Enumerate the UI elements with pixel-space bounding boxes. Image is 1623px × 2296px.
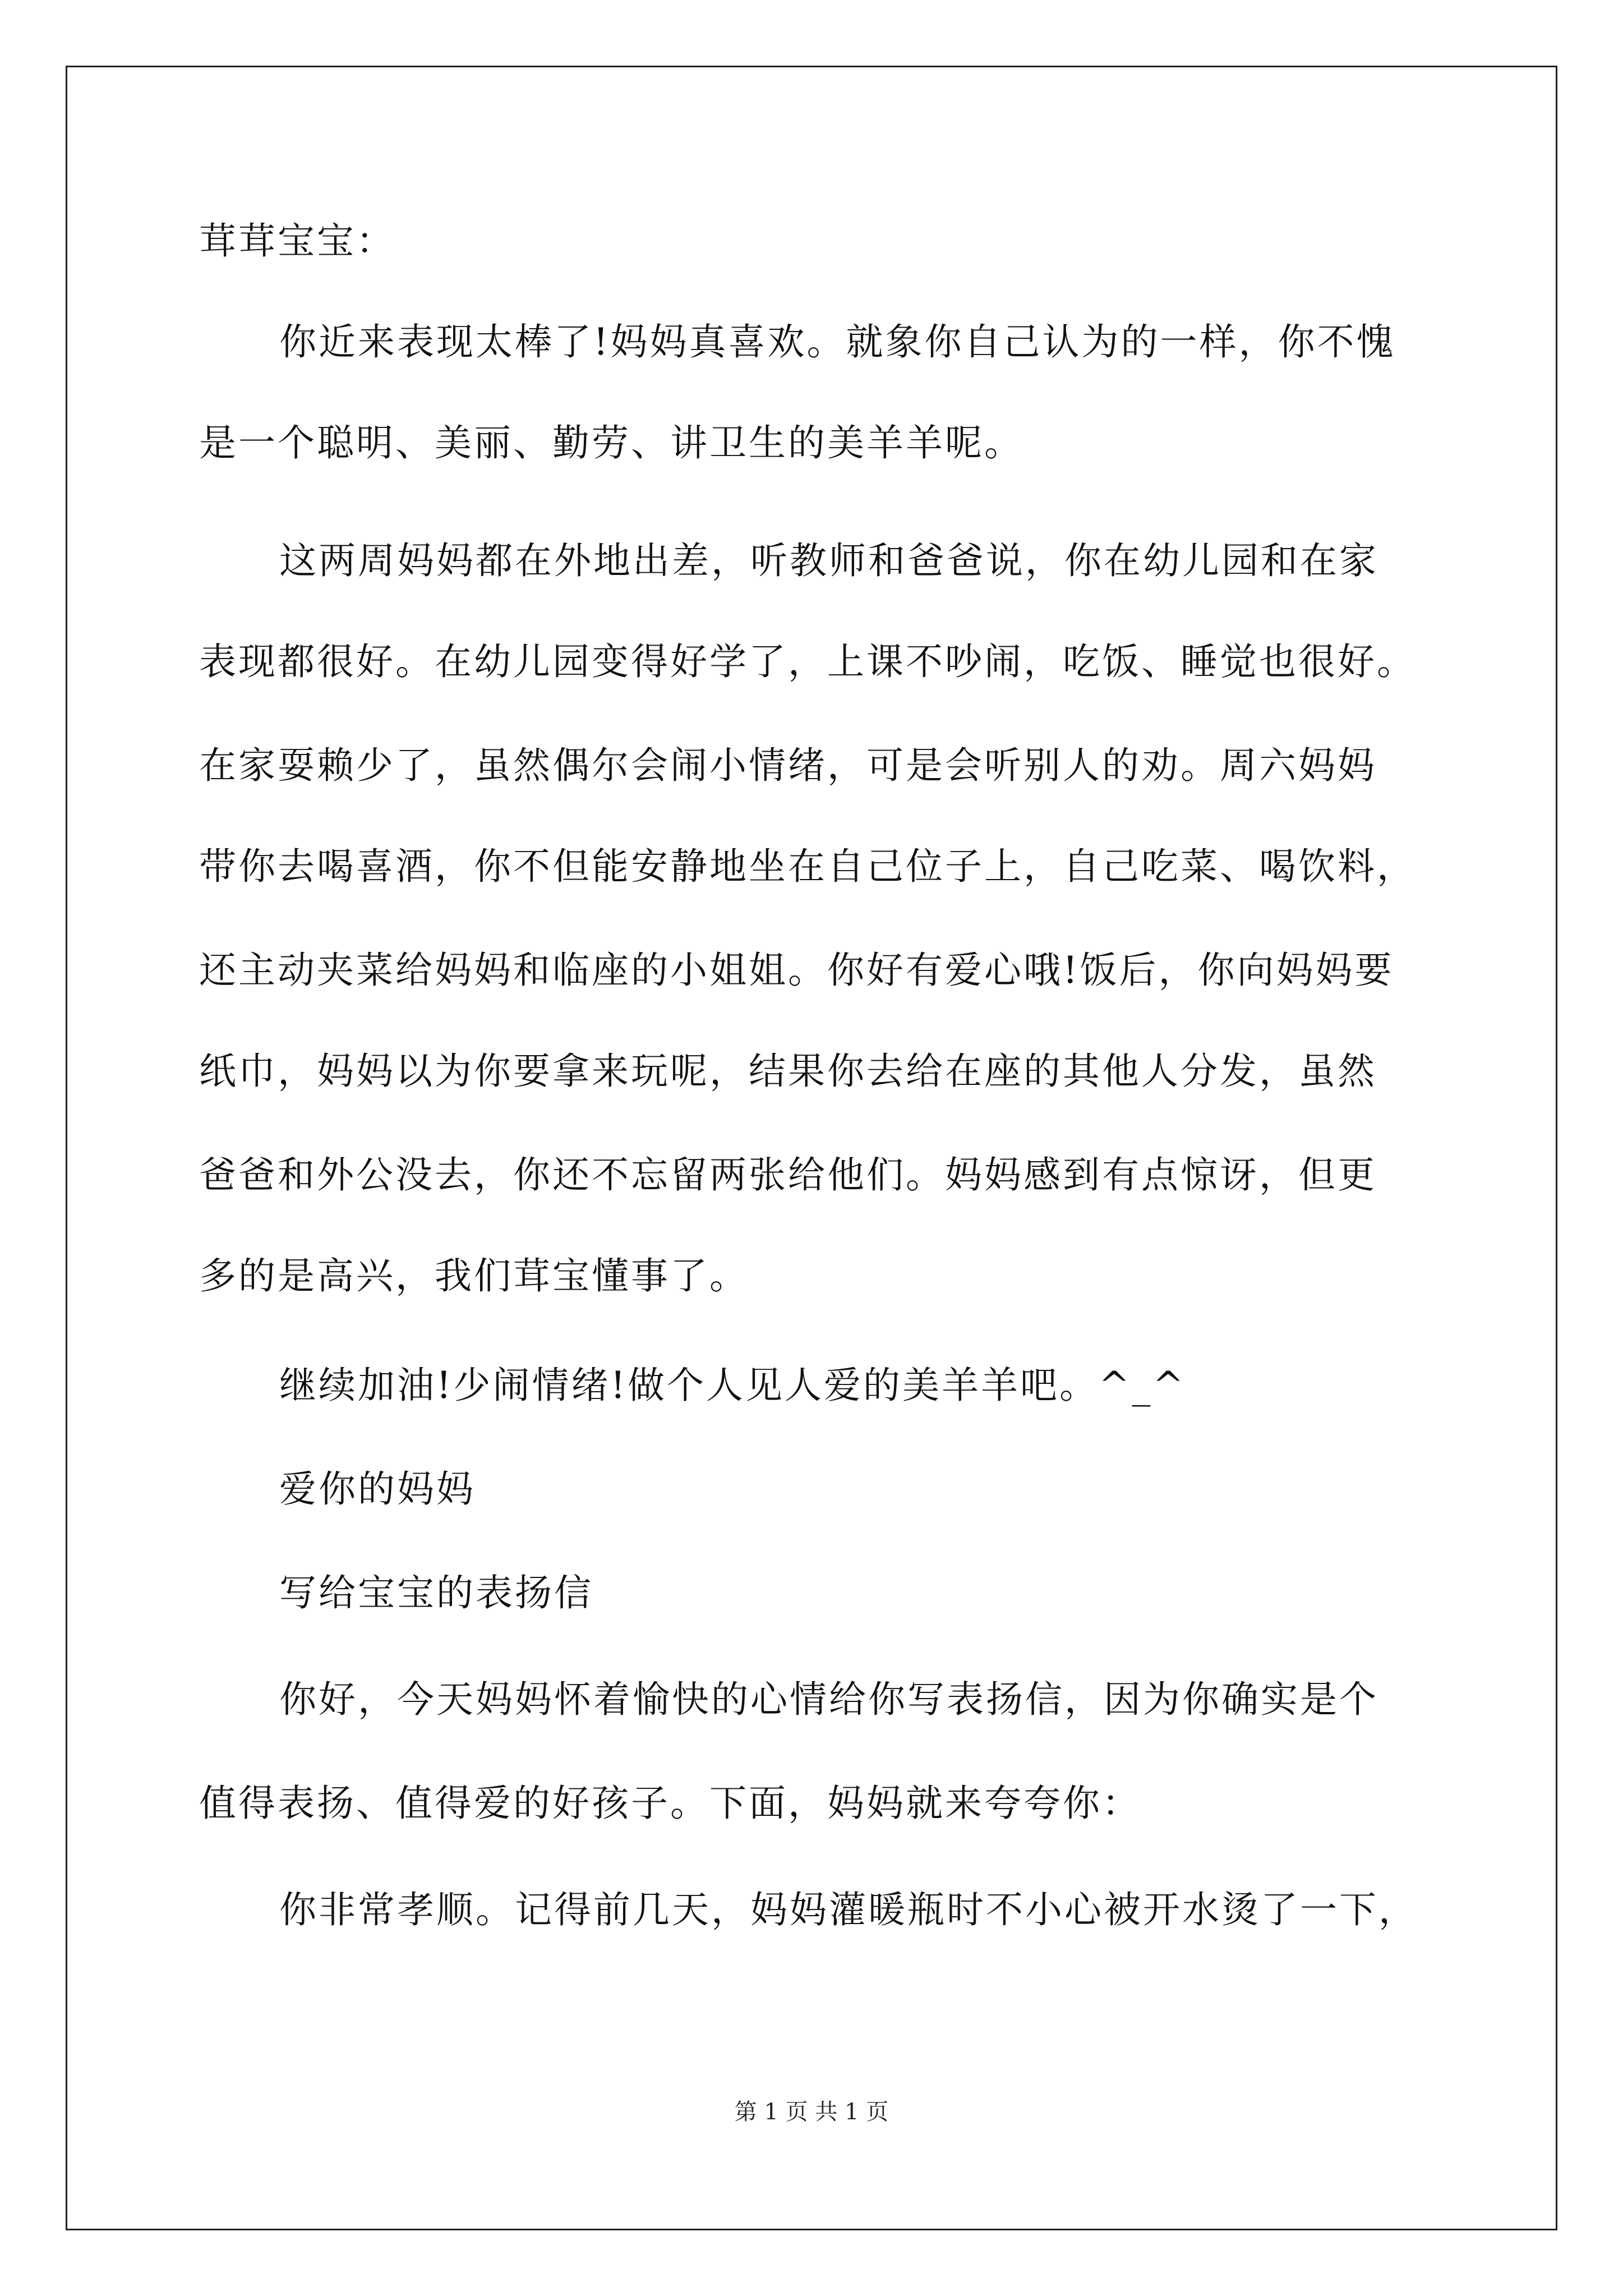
paragraph-line: 是一个聪明、美丽、勤劳、讲卫生的美羊羊呢。	[199, 421, 1023, 464]
paragraph-line: 爸爸和外公没去，你还不忘留两张给他们。妈妈感到有点惊讶，但更	[199, 1153, 1377, 1197]
paragraph-line: 纸巾，妈妈以为你要拿来玩呢，结果你去给在座的其他人分发，虽然	[199, 1050, 1377, 1093]
paragraph-line: 值得表扬、值得爱的好孩子。下面，妈妈就来夸夸你：	[199, 1782, 1141, 1825]
paragraph-line: 带你去喝喜酒，你不但能安静地坐在自己位子上，自己吃菜、喝饮料，	[199, 845, 1416, 888]
page-number-footer: 第 1 页 共 1 页	[734, 2099, 889, 2125]
paragraph-line: 这两周妈妈都在外地出差，听教师和爸爸说，你在幼儿园和在家	[279, 539, 1378, 582]
paragraph-line: 你好，今天妈妈怀着愉快的心情给你写表扬信，因为你确实是个	[279, 1678, 1378, 1721]
paragraph-line: 表现都很好。在幼儿园变得好学了，上课不吵闹，吃饭、睡觉也很好。	[199, 640, 1416, 683]
paragraph-line: 多的是高兴，我们茸宝懂事了。	[199, 1254, 749, 1297]
salutation: 茸茸宝宝：	[199, 219, 395, 263]
paragraph-line: 你非常孝顺。记得前几天，妈妈灌暖瓶时不小心被开水烫了一下，	[279, 1888, 1418, 1931]
section-heading: 写给宝宝的表扬信	[279, 1571, 593, 1614]
paragraph-line: 继续加油!少闹情绪!做个人见人爱的美羊羊吧。^_^	[279, 1364, 1186, 1407]
paragraph-line: 你近来表现太棒了!妈妈真喜欢。就象你自己认为的一样，你不愧	[279, 320, 1396, 364]
paragraph-line: 还主动夹菜给妈妈和临座的小姐姐。你好有爱心哦!饭后，你向妈妈要	[199, 949, 1394, 992]
paragraph-line: 在家耍赖少了，虽然偶尔会闹小情绪，可是会听别人的劝。周六妈妈	[199, 744, 1377, 787]
signature-line: 爱你的妈妈	[279, 1467, 476, 1511]
